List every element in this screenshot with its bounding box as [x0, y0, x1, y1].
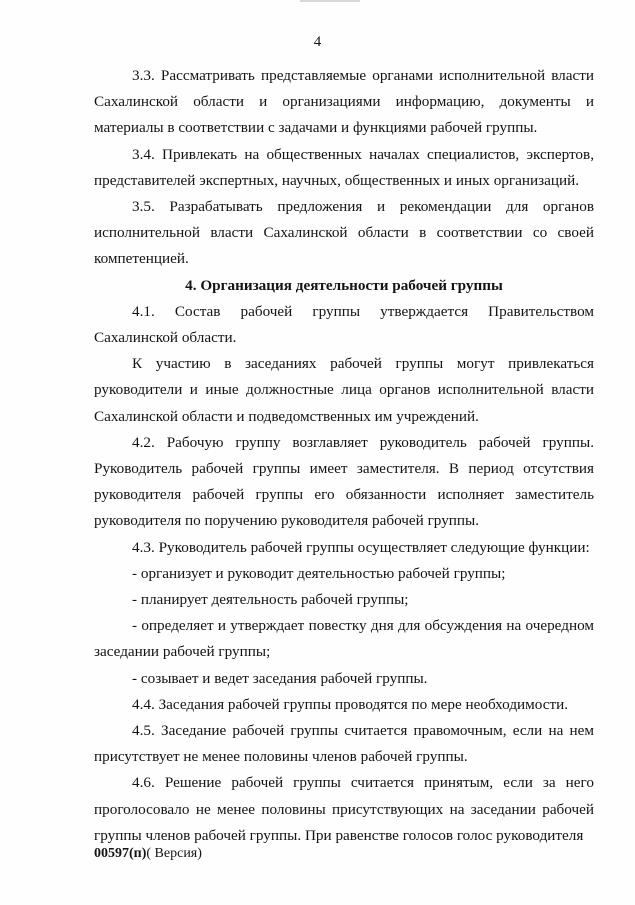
list-item-organizes: - организует и руководит деятельностью рабочей группы;	[132, 564, 506, 582]
paragraph-4-6: 4.6. Решение рабочей группы считается принятым, если за него проголосовало не менее половины присутствующих на заседании рабочей группы членов рабочей группы. При равенстве голосов голос руководителя	[94, 774, 594, 844]
paragraph-4-3: 4.3. Руководитель рабочей группы осуществляет следующие функции:	[132, 538, 590, 556]
paragraph-4-5: 4.5. Заседание рабочей группы считается правомочным, если на нем присутствует не менее половины членов рабочей группы.	[94, 722, 594, 766]
document-body	[94, 63, 594, 849]
paragraph-4-2: 4.2. Рабочую группу возглавляет руководитель рабочей группы. Руководитель рабочей группы имеет заместителя. В период отсутствия руководителя рабочей группы его обязанности исполняет заместитель руководителя по поручению руководителя рабочей группы.	[94, 433, 594, 530]
paragraph-4-1: 4.1. Состав рабочей группы утверждается Правительством Сахалинской области.	[94, 302, 594, 347]
document-version: ( Версия)	[146, 846, 202, 861]
paragraph-3-3: 3.3. Рассматривать представляемые органами исполнительной власти Сахалинской области и организациями информацию, документы и материалы в соответствии с задачами и функциями рабочей группы.	[94, 67, 594, 137]
paragraph-4-4: 4.4. Заседания рабочей группы проводятся по мере необходимости.	[132, 695, 569, 713]
paragraph-3-5: 3.5. Разрабатывать предложения и рекомендации для органов исполнительной власти Сахалинской области в соответствии со своей компетенцией.	[94, 198, 594, 268]
list-item-convenes: - созывает и ведет заседания рабочей группы.	[132, 669, 428, 687]
scan-mark	[300, 0, 360, 2]
paragraph-3-4: 3.4. Привлекать на общественных началах специалистов, экспертов, представителей экспертных, научных, общественных и иных организаций.	[94, 145, 594, 189]
list-item-plans: - планирует деятельность рабочей группы;	[132, 591, 409, 609]
section-heading: 4. Организация деятельности рабочей группы	[185, 276, 503, 294]
document-code	[94, 846, 202, 862]
list-item-agenda: - определяет и утверждает повестку дня для обсуждения на очередном заседании рабочей группы;	[94, 617, 594, 661]
paragraph-participation: К участию в заседаниях рабочей группы могут привлекаться руководители и иные должностные лица органов исполнительной власти Сахалинской области и подведомственных им учреждений.	[94, 355, 594, 425]
document-number: 00597(п)	[94, 846, 147, 861]
page-number: 4	[313, 34, 322, 50]
